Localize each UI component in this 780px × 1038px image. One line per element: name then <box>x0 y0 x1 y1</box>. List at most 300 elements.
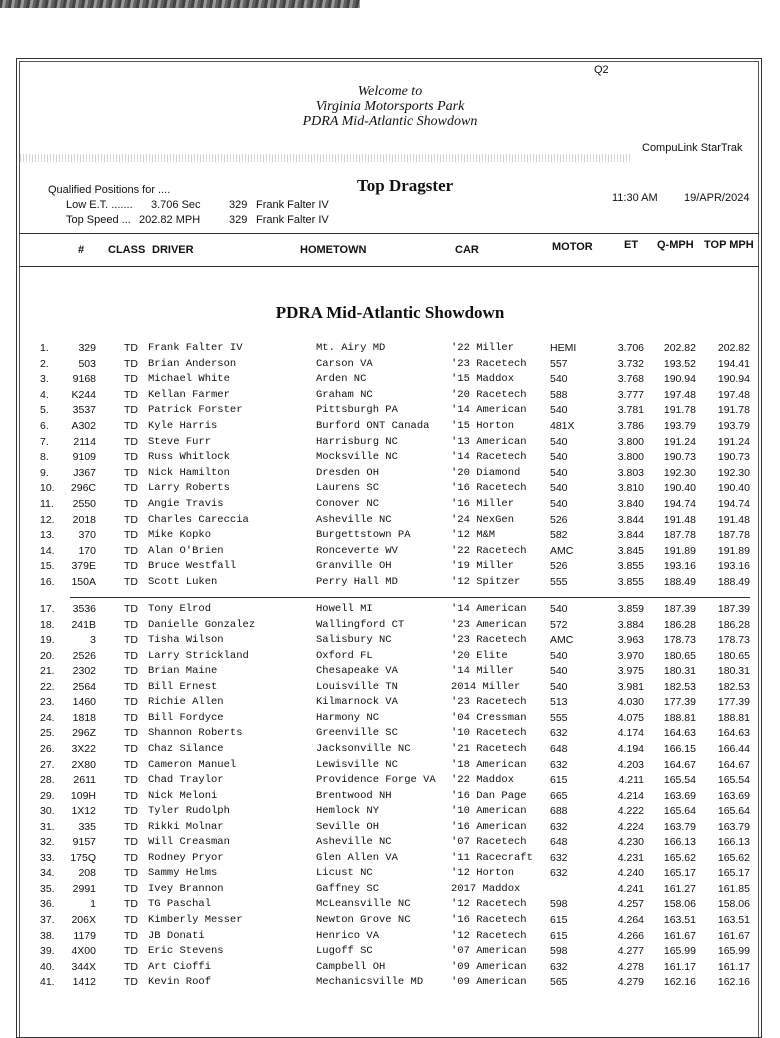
row-motor: 615 <box>550 914 568 926</box>
row-class: TD <box>124 742 138 755</box>
row-class: TD <box>124 544 138 557</box>
row-car-number: 2X80 <box>71 758 96 771</box>
session-label: Q2 <box>594 64 609 76</box>
table-row <box>0 544 780 558</box>
row-driver: Art Cioffi <box>148 960 212 973</box>
row-class: TD <box>124 404 138 417</box>
row-position: 31. <box>40 820 55 833</box>
row-hometown: Arden NC <box>316 373 367 386</box>
col-motor: MOTOR <box>552 241 593 253</box>
row-topmph: 197.48 <box>717 388 750 401</box>
row-qmph: 202.82 <box>663 342 696 354</box>
low-et-value: 3.706 Sec <box>151 199 201 211</box>
row-et: 3.844 <box>617 513 644 526</box>
row-et: 3.803 <box>617 466 644 479</box>
row-et: 4.277 <box>617 945 644 958</box>
row-driver: Ivey Brannon <box>148 882 224 895</box>
row-qmph: 191.89 <box>663 544 696 557</box>
row-car-number: 206X <box>71 914 96 926</box>
row-hometown: Licust NC <box>316 867 373 880</box>
row-qmph: 164.67 <box>663 758 696 771</box>
row-driver: JB Donati <box>148 929 205 942</box>
row-hometown: Dresden OH <box>316 466 380 479</box>
row-car: '10 Racetech <box>451 727 527 740</box>
row-driver: Bill Ernest <box>148 680 218 693</box>
row-car: '16 American <box>451 820 527 833</box>
row-driver: Brian Maine <box>148 665 218 678</box>
row-topmph: 165.62 <box>717 851 750 864</box>
row-et: 3.810 <box>617 482 644 495</box>
row-position: 30. <box>40 805 55 818</box>
table-row <box>0 664 780 678</box>
row-motor: 572 <box>550 618 568 631</box>
table-row <box>0 372 780 386</box>
row-car-number: 3537 <box>72 404 96 417</box>
row-hometown: Seville OH <box>316 820 380 833</box>
table-row <box>0 357 780 371</box>
row-hometown: Kilmarnock VA <box>316 696 398 709</box>
row-motor: 632 <box>550 758 568 771</box>
row-class: TD <box>124 482 138 495</box>
row-hometown: Asheville NC <box>316 513 392 526</box>
row-hometown: Harmony NC <box>316 711 380 724</box>
row-position: 37. <box>40 914 55 926</box>
row-topmph: 192.30 <box>717 466 750 479</box>
row-driver: Will Creasman <box>148 836 230 849</box>
row-hometown: Glen Allen VA <box>316 851 398 864</box>
top-speed-label: Top Speed ... <box>66 214 131 226</box>
row-hometown: Henrico VA <box>316 929 380 942</box>
row-hometown: Brentwood NH <box>316 789 392 802</box>
row-et: 3.884 <box>617 618 644 631</box>
row-hometown: Burgettstown PA <box>316 529 411 542</box>
row-topmph: 162.16 <box>717 976 750 989</box>
row-et: 3.981 <box>617 680 644 693</box>
row-driver: Kimberly Messer <box>148 914 243 926</box>
row-class: TD <box>124 711 138 724</box>
row-et: 3.859 <box>617 603 644 615</box>
row-qmph: 166.13 <box>663 836 696 849</box>
row-car: '22 Maddox <box>451 774 515 787</box>
row-car: 2014 Miller <box>451 680 521 693</box>
row-class: TD <box>124 789 138 802</box>
row-qmph: 187.39 <box>663 603 696 615</box>
row-driver: Richie Allen <box>148 696 224 709</box>
row-car-number: 241B <box>71 618 96 631</box>
row-hometown: Burford ONT Canada <box>316 420 430 432</box>
row-et: 3.786 <box>617 420 644 432</box>
row-class: TD <box>124 634 138 647</box>
row-position: 14. <box>40 544 55 557</box>
row-position: 8. <box>40 451 49 464</box>
row-qmph: 191.48 <box>663 513 696 526</box>
row-driver: Patrick Forster <box>148 404 243 417</box>
row-et: 3.844 <box>617 529 644 542</box>
low-et-car-number: 329 <box>229 199 248 211</box>
row-car: '12 Racetech <box>451 898 527 911</box>
row-et: 4.231 <box>617 851 644 864</box>
row-car-number: 208 <box>78 867 96 880</box>
row-car-number: 1179 <box>73 929 96 942</box>
table-row <box>0 649 780 663</box>
row-class: TD <box>124 342 138 354</box>
row-hometown: Salisbury NC <box>316 634 392 647</box>
row-motor: 540 <box>550 373 568 386</box>
table-row <box>0 975 780 989</box>
row-motor: 540 <box>550 680 568 693</box>
table-row <box>0 944 780 958</box>
row-class: TD <box>124 898 138 911</box>
row-position: 10. <box>40 482 55 495</box>
row-motor: 632 <box>550 820 568 833</box>
row-hometown: Oxford FL <box>316 649 373 662</box>
row-et: 4.279 <box>617 976 644 989</box>
row-car: '14 American <box>451 603 527 615</box>
row-motor: 540 <box>550 649 568 662</box>
row-class: TD <box>124 466 138 479</box>
row-hometown: Carson VA <box>316 357 373 370</box>
row-car: '20 Racetech <box>451 388 527 401</box>
row-motor: 540 <box>550 451 568 464</box>
row-topmph: 161.17 <box>717 960 750 973</box>
row-class: TD <box>124 420 138 432</box>
row-topmph: 165.64 <box>717 805 750 818</box>
row-motor: 588 <box>550 388 568 401</box>
row-hometown: Laurens SC <box>316 482 380 495</box>
row-qmph: 190.40 <box>663 482 696 495</box>
row-motor: 648 <box>550 742 568 755</box>
row-hometown: Mechanicsville MD <box>316 976 424 989</box>
row-class: TD <box>124 603 138 615</box>
row-class: TD <box>124 929 138 942</box>
row-et: 3.855 <box>617 576 644 588</box>
row-driver: Steve Furr <box>148 435 212 448</box>
table-row <box>0 960 780 974</box>
table-row <box>0 528 780 542</box>
col-et: ET <box>624 239 639 251</box>
row-car: '16 Dan Page <box>451 789 527 802</box>
row-topmph: 180.65 <box>717 649 750 662</box>
row-class: TD <box>124 649 138 662</box>
row-hometown: Gaffney SC <box>316 882 380 895</box>
row-car: '23 American <box>451 618 527 631</box>
row-topmph: 191.78 <box>717 404 750 417</box>
row-car: '12 Racetech <box>451 929 527 942</box>
row-driver: Sammy Helms <box>148 867 218 880</box>
section-title: PDRA Mid-Atlantic Showdown <box>275 303 505 322</box>
row-topmph: 164.63 <box>717 727 750 740</box>
row-car: '23 Racetech <box>451 696 527 709</box>
row-qmph: 164.63 <box>663 727 696 740</box>
table-row <box>0 726 780 740</box>
table-row <box>0 789 780 803</box>
row-topmph: 186.28 <box>717 618 750 631</box>
row-topmph: 190.40 <box>717 482 750 495</box>
row-position: 41. <box>40 976 55 989</box>
row-position: 38. <box>40 929 55 942</box>
row-hometown: Lewisville NC <box>316 758 398 771</box>
row-qmph: 180.65 <box>663 649 696 662</box>
row-motor: 582 <box>550 529 568 542</box>
row-topmph: 177.39 <box>717 696 750 709</box>
table-row <box>0 497 780 511</box>
row-class: TD <box>124 373 138 386</box>
row-hometown: Mocksville NC <box>316 451 398 464</box>
row-et: 4.278 <box>617 960 644 973</box>
row-driver: Tony Elrod <box>148 603 212 615</box>
row-topmph: 182.53 <box>717 680 750 693</box>
table-row <box>0 450 780 464</box>
row-driver: Kyle Harris <box>148 420 218 432</box>
row-driver: Rikki Molnar <box>148 820 224 833</box>
row-hometown: Asheville NC <box>316 836 392 849</box>
row-position: 20. <box>40 649 55 662</box>
row-topmph: 165.54 <box>717 774 750 787</box>
header-rule-top <box>19 233 759 234</box>
row-hometown: Pittsburgh PA <box>316 404 398 417</box>
row-driver: Nick Meloni <box>148 789 218 802</box>
row-et: 3.706 <box>617 342 644 354</box>
row-car: '14 American <box>451 404 527 417</box>
low-et-label: Low E.T. ....... <box>66 199 133 211</box>
table-row <box>0 466 780 480</box>
row-et: 3.800 <box>617 435 644 448</box>
row-class: TD <box>124 576 138 588</box>
row-qmph: 182.53 <box>663 680 696 693</box>
row-motor: 648 <box>550 836 568 849</box>
row-driver: Mike Kopko <box>148 529 212 542</box>
row-car-number: 2991 <box>72 882 96 895</box>
row-topmph: 193.79 <box>717 420 750 432</box>
row-driver: Charles Careccia <box>148 513 249 526</box>
row-topmph: 163.51 <box>717 914 750 926</box>
row-position: 29. <box>40 789 55 802</box>
table-row <box>0 435 780 449</box>
row-qmph: 158.06 <box>663 898 696 911</box>
row-qmph: 193.79 <box>663 420 696 432</box>
row-qmph: 193.52 <box>663 357 696 370</box>
row-car: '16 Miller <box>451 498 515 510</box>
row-position: 40. <box>40 960 55 973</box>
row-position: 1. <box>40 342 49 354</box>
row-motor: HEMI <box>550 342 577 354</box>
table-row <box>0 851 780 865</box>
row-qmph: 188.81 <box>663 711 696 724</box>
row-qmph: 191.24 <box>663 435 696 448</box>
row-driver: Tyler Rudolph <box>148 805 230 818</box>
row-driver: Shannon Roberts <box>148 727 243 740</box>
row-car: '13 American <box>451 435 527 448</box>
row-hometown: Mt. Airy MD <box>316 342 386 354</box>
row-car-number: 2564 <box>72 680 96 693</box>
row-car-number: 329 <box>78 342 96 354</box>
row-motor: AMC <box>550 634 574 647</box>
class-title: Top Dragster <box>357 176 454 195</box>
row-topmph: 180.31 <box>717 665 750 678</box>
row-car-number: 2526 <box>72 649 96 662</box>
row-position: 9. <box>40 466 49 479</box>
row-car: '24 NexGen <box>451 513 515 526</box>
row-et: 4.203 <box>617 758 644 771</box>
row-driver: TG Paschal <box>148 898 212 911</box>
row-qmph: 197.48 <box>663 388 696 401</box>
row-class: TD <box>124 451 138 464</box>
row-driver: Brian Anderson <box>148 357 237 370</box>
table-row <box>0 618 780 632</box>
row-hometown: Louisville TN <box>316 680 398 693</box>
row-driver: Scott Luken <box>148 576 218 588</box>
row-motor: 598 <box>550 945 568 958</box>
row-class: TD <box>124 498 138 510</box>
row-qmph: 190.73 <box>663 451 696 464</box>
row-motor: 615 <box>550 774 568 787</box>
row-class: TD <box>124 727 138 740</box>
row-motor: 598 <box>550 898 568 911</box>
row-qmph: 165.62 <box>663 851 696 864</box>
row-motor: 481X <box>550 420 575 432</box>
row-qmph: 186.28 <box>663 618 696 631</box>
row-hometown: Jacksonville NC <box>316 742 411 755</box>
row-car-number: 503 <box>78 357 96 370</box>
row-motor: 513 <box>550 696 568 709</box>
table-row <box>0 602 780 616</box>
row-topmph: 161.67 <box>717 929 750 942</box>
row-driver: Rodney Pryor <box>148 851 224 864</box>
row-driver: Kellan Farmer <box>148 388 230 401</box>
row-car-number: 2302 <box>72 665 96 678</box>
row-topmph: 190.94 <box>717 373 750 386</box>
row-topmph: 161.85 <box>717 882 750 895</box>
row-car-number: 296Z <box>72 727 96 740</box>
row-hometown: Providence Forge VA <box>316 774 436 787</box>
welcome-line-1: Welcome to <box>357 84 423 99</box>
row-position: 17. <box>40 603 55 615</box>
row-car-number: 1460 <box>72 696 96 709</box>
row-et: 3.970 <box>617 649 644 662</box>
row-position: 36. <box>40 898 55 911</box>
row-qmph: 165.54 <box>663 774 696 787</box>
row-car-number: 1X12 <box>71 805 96 818</box>
table-row <box>0 513 780 527</box>
row-motor: 665 <box>550 789 568 802</box>
row-car-number: 9168 <box>72 373 96 386</box>
row-qmph: 191.78 <box>663 404 696 417</box>
col-car: CAR <box>455 244 479 256</box>
table-row <box>0 882 780 896</box>
row-car-number: 2018 <box>72 513 96 526</box>
row-car-number: 1412 <box>72 976 96 989</box>
row-car-number: 2611 <box>73 774 96 787</box>
row-position: 39. <box>40 945 55 958</box>
row-hometown: Lugoff SC <box>316 945 373 958</box>
row-motor: 540 <box>550 603 568 615</box>
row-hometown: Ronceverte WV <box>316 544 398 557</box>
row-motor: 526 <box>550 513 568 526</box>
row-topmph: 188.81 <box>717 711 750 724</box>
table-row <box>0 341 780 355</box>
row-position: 35. <box>40 882 55 895</box>
row-driver: Bill Fordyce <box>148 711 224 724</box>
table-row <box>0 804 780 818</box>
row-topmph: 166.44 <box>717 742 750 755</box>
row-car-number: 3 <box>90 634 96 647</box>
row-topmph: 164.67 <box>717 758 750 771</box>
row-class: TD <box>124 851 138 864</box>
table-row <box>0 559 780 573</box>
row-qmph: 165.64 <box>663 805 696 818</box>
low-et-driver: Frank Falter IV <box>256 199 329 211</box>
row-class: TD <box>124 680 138 693</box>
row-qmph: 162.16 <box>663 976 696 989</box>
welcome-line-3: PDRA Mid-Atlantic Showdown <box>302 114 478 129</box>
row-position: 12. <box>40 513 55 526</box>
row-driver: Eric Stevens <box>148 945 224 958</box>
row-hometown: Campbell OH <box>316 960 386 973</box>
row-class: TD <box>124 774 138 787</box>
row-qmph: 161.27 <box>663 882 696 895</box>
row-position: 26. <box>40 742 55 755</box>
table-row <box>0 711 780 725</box>
row-motor: 540 <box>550 435 568 448</box>
row-motor: 540 <box>550 466 568 479</box>
row-class: TD <box>124 560 138 573</box>
row-class: TD <box>124 882 138 895</box>
row-motor: 540 <box>550 404 568 417</box>
row-position: 18. <box>40 618 55 631</box>
row-class: TD <box>124 836 138 849</box>
row-motor: 632 <box>550 867 568 880</box>
row-position: 21. <box>40 665 55 678</box>
row-car: '16 Racetech <box>451 914 527 926</box>
row-class: TD <box>124 388 138 401</box>
row-qmph: 163.79 <box>663 820 696 833</box>
row-driver: Cameron Manuel <box>148 758 237 771</box>
table-row <box>0 742 780 756</box>
row-motor: 555 <box>550 711 568 724</box>
row-topmph: 191.48 <box>717 513 750 526</box>
row-topmph: 190.73 <box>717 451 750 464</box>
row-car-number: 344X <box>71 960 96 973</box>
row-topmph: 166.13 <box>717 836 750 849</box>
row-car: '04 Cressman <box>451 711 527 724</box>
row-position: 28. <box>40 774 55 787</box>
row-car: '09 American <box>451 976 527 989</box>
row-et: 4.075 <box>617 711 644 724</box>
row-car-number: 296C <box>70 482 96 495</box>
row-et: 3.963 <box>617 634 644 647</box>
row-qmph: 194.74 <box>663 498 696 510</box>
row-position: 27. <box>40 758 55 771</box>
table-row <box>0 481 780 495</box>
row-car-number: J367 <box>73 466 96 479</box>
row-driver: Bruce Westfall <box>148 560 237 573</box>
row-et: 4.266 <box>617 929 644 942</box>
row-car-number: 3536 <box>72 603 96 615</box>
row-car: '22 Racetech <box>451 544 527 557</box>
row-position: 33. <box>40 851 55 864</box>
row-motor: 555 <box>550 576 568 588</box>
dotted-band <box>20 154 630 162</box>
row-motor: 540 <box>550 665 568 678</box>
row-motor: 557 <box>550 357 568 370</box>
row-et: 4.174 <box>617 727 644 740</box>
row-qmph: 161.67 <box>663 929 696 942</box>
row-topmph: 187.39 <box>717 603 750 615</box>
row-car: '18 American <box>451 758 527 771</box>
row-topmph: 163.79 <box>717 820 750 833</box>
row-motor: 688 <box>550 805 568 818</box>
row-car: '12 M&M <box>451 529 496 542</box>
